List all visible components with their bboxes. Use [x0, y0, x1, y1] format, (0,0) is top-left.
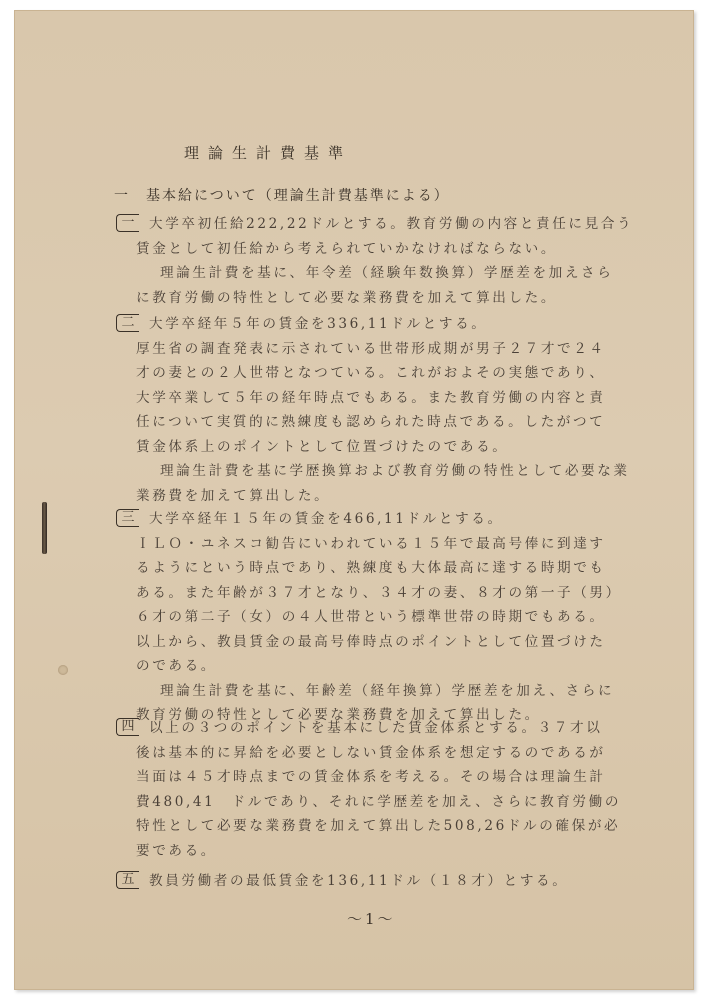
text-line: 賃金として初任給から考えられていかなければならない。 [136, 240, 558, 257]
text-line: 大学卒初任給222,22ドルとする。教育労働の内容と責任に見合う [149, 216, 634, 232]
text-line: 才の妻との２人世帯となつている。これがおよその実態であり、 [136, 365, 606, 381]
text-line: 後は基本的に昇給を必要としない賃金体系を想定するのであるが [136, 744, 606, 761]
document-page [14, 10, 694, 990]
text-line: 要である。 [136, 842, 217, 859]
text-line: 賃金体系上のポイントとして位置づけたのである。 [136, 438, 509, 455]
text-line: ６才の第二子（女）の４人世帯という標準世帯の時期でもある。 [136, 609, 606, 625]
page-number: ～1～ [347, 910, 396, 928]
section-heading: 一 基本給について（理論生計費基準による） [114, 188, 450, 204]
text-line: 教育労働の特性として必要な業務費を加えて算出した。 [136, 707, 541, 723]
section-marker-4: 四 [116, 718, 139, 736]
text-line: 当面は４５才時点までの賃金体系を考える。その場合は理論生計 [136, 769, 606, 785]
text-line: 費480,41 ドルであり、それに学歴差を加え、さらに教育労働の [136, 793, 622, 810]
text-line: るようにという時点であり、熟練度も大体最高に達する時期でも [136, 560, 606, 576]
punch-hole [58, 665, 68, 675]
text-line: 大学卒業して５年の経年時点でもある。また教育労働の内容と責 [136, 389, 606, 406]
text-line: 任について実質的に熟練度も認められた時点である。したがつて [136, 414, 606, 430]
text-line: 厚生省の調査発表に示されている世帯形成期が男子２７才で２４ [136, 340, 606, 357]
text-line: 教員労働者の最低賃金を136,11ドル（１８才）とする。 [149, 873, 569, 889]
text-line: ある。また年齢が３７才となり、３４才の妻、８才の第一子（男） [136, 584, 622, 601]
text-line: 大学卒経年１５年の賃金を466,11ドルとする。 [149, 511, 504, 527]
staple [42, 502, 47, 554]
text-line: に教育労働の特性として必要な業務費を加えて算出した。 [136, 289, 558, 306]
text-line: 以上の３つのポイントを基本にした賃金体系とする。３７才以 [149, 720, 603, 736]
text-line: 理論生計費を基に、年齢差（経年換算）学歴差を加え、さらに [160, 682, 615, 699]
section-marker-2: 二 [116, 314, 139, 332]
text-line: 業務費を加えて算出した。 [136, 487, 331, 504]
section-marker-5: 五 [116, 871, 139, 889]
text-line: 理論生計費を基に学歴換算および教育労働の特性として必要な業 [160, 463, 630, 479]
section-marker-3: 三 [116, 509, 139, 527]
document-title: 理論生計費基準 [184, 144, 353, 162]
text-line: ＩＬＯ・ユネスコ勧告にいわれている１５年で最高号俸に到達す [136, 535, 606, 552]
text-line: のである。 [136, 658, 217, 674]
text-line: 理論生計費を基に、年令差（経験年数換算）学歴差を加えさら [160, 265, 614, 281]
text-line: 大学卒経年５年の賃金を336,11ドルとする。 [149, 316, 488, 332]
text-line: 特性として必要な業務費を加えて算出した508,26ドルの確保が必 [136, 818, 621, 834]
section-marker-1: 一 [116, 214, 139, 232]
text-line: 以上から、教員賃金の最高号俸時点のポイントとして位置づけた [136, 633, 606, 650]
